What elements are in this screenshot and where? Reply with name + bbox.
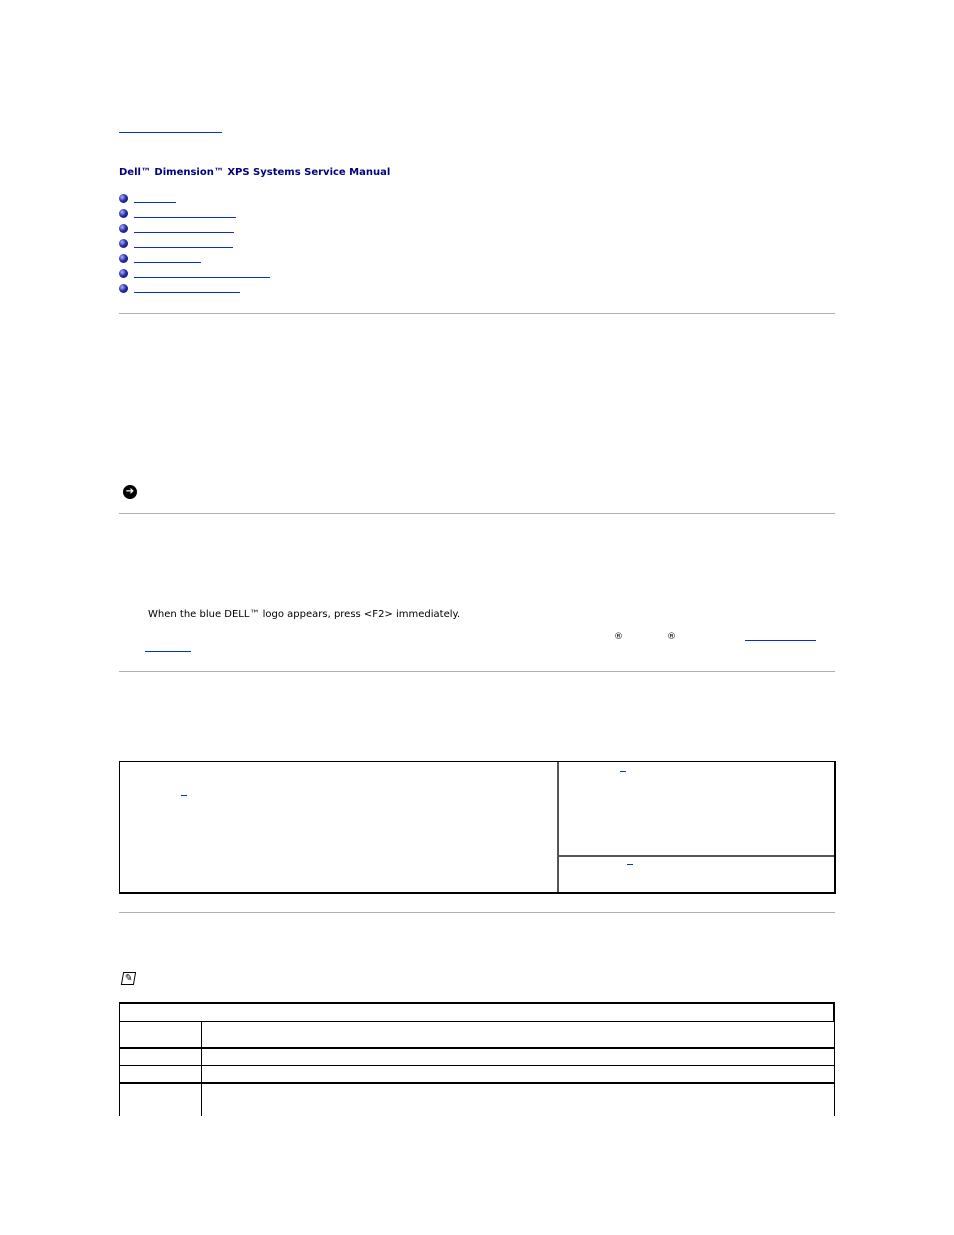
diagram-marker <box>620 771 626 772</box>
option-name-cell <box>120 1066 202 1084</box>
diagram-marker <box>181 795 187 796</box>
option-description-cell <box>202 1083 835 1116</box>
table-row <box>120 1083 835 1116</box>
note-icon: ✎ <box>121 972 136 985</box>
section-divider <box>119 912 835 913</box>
bullet-icon <box>119 194 128 203</box>
registered-mark: ® <box>667 632 676 642</box>
table-header-cell <box>120 1003 835 1022</box>
bullet-icon <box>119 209 128 218</box>
cross-reference-link-continued[interactable] <box>145 651 191 652</box>
section-divider <box>119 671 835 672</box>
bullet-icon <box>119 284 128 293</box>
option-name-cell <box>120 1083 202 1116</box>
option-name-cell <box>120 1022 202 1049</box>
table-row <box>120 1066 835 1084</box>
toc-link[interactable] <box>134 247 233 248</box>
bullet-icon <box>119 269 128 278</box>
table-row <box>120 1022 835 1049</box>
table-row <box>120 1048 835 1066</box>
page-title: Dell™ Dimension™ XPS Systems Service Manual <box>119 167 391 178</box>
toc-link[interactable] <box>134 277 270 278</box>
toc-link[interactable] <box>134 232 234 233</box>
setup-screen-diagram <box>119 761 836 894</box>
toc-link[interactable] <box>134 217 236 218</box>
section-divider <box>119 513 835 514</box>
option-name-cell <box>120 1048 202 1066</box>
table-header-row <box>120 1003 835 1022</box>
setup-options-table <box>119 1002 835 1116</box>
back-to-contents-link[interactable] <box>119 124 222 133</box>
notice-icon: ➔ <box>123 485 137 499</box>
toc-link[interactable] <box>134 262 201 263</box>
diagram-marker <box>627 864 633 865</box>
cross-reference-link[interactable] <box>745 640 816 641</box>
option-description-cell <box>202 1022 835 1049</box>
registered-mark: ® <box>614 632 623 642</box>
diagram-divider-horizontal <box>557 855 834 857</box>
section-divider <box>119 313 835 314</box>
bullet-icon <box>119 254 128 263</box>
bullet-icon <box>119 239 128 248</box>
bullet-icon <box>119 224 128 233</box>
toc-link[interactable] <box>134 202 176 203</box>
option-description-cell <box>202 1048 835 1066</box>
diagram-divider-vertical <box>557 762 559 892</box>
option-description-cell <box>202 1066 835 1084</box>
setup-step-text: When the blue DELL™ logo appears, press <F2> immediately. <box>148 609 461 620</box>
toc-link[interactable] <box>134 292 240 293</box>
